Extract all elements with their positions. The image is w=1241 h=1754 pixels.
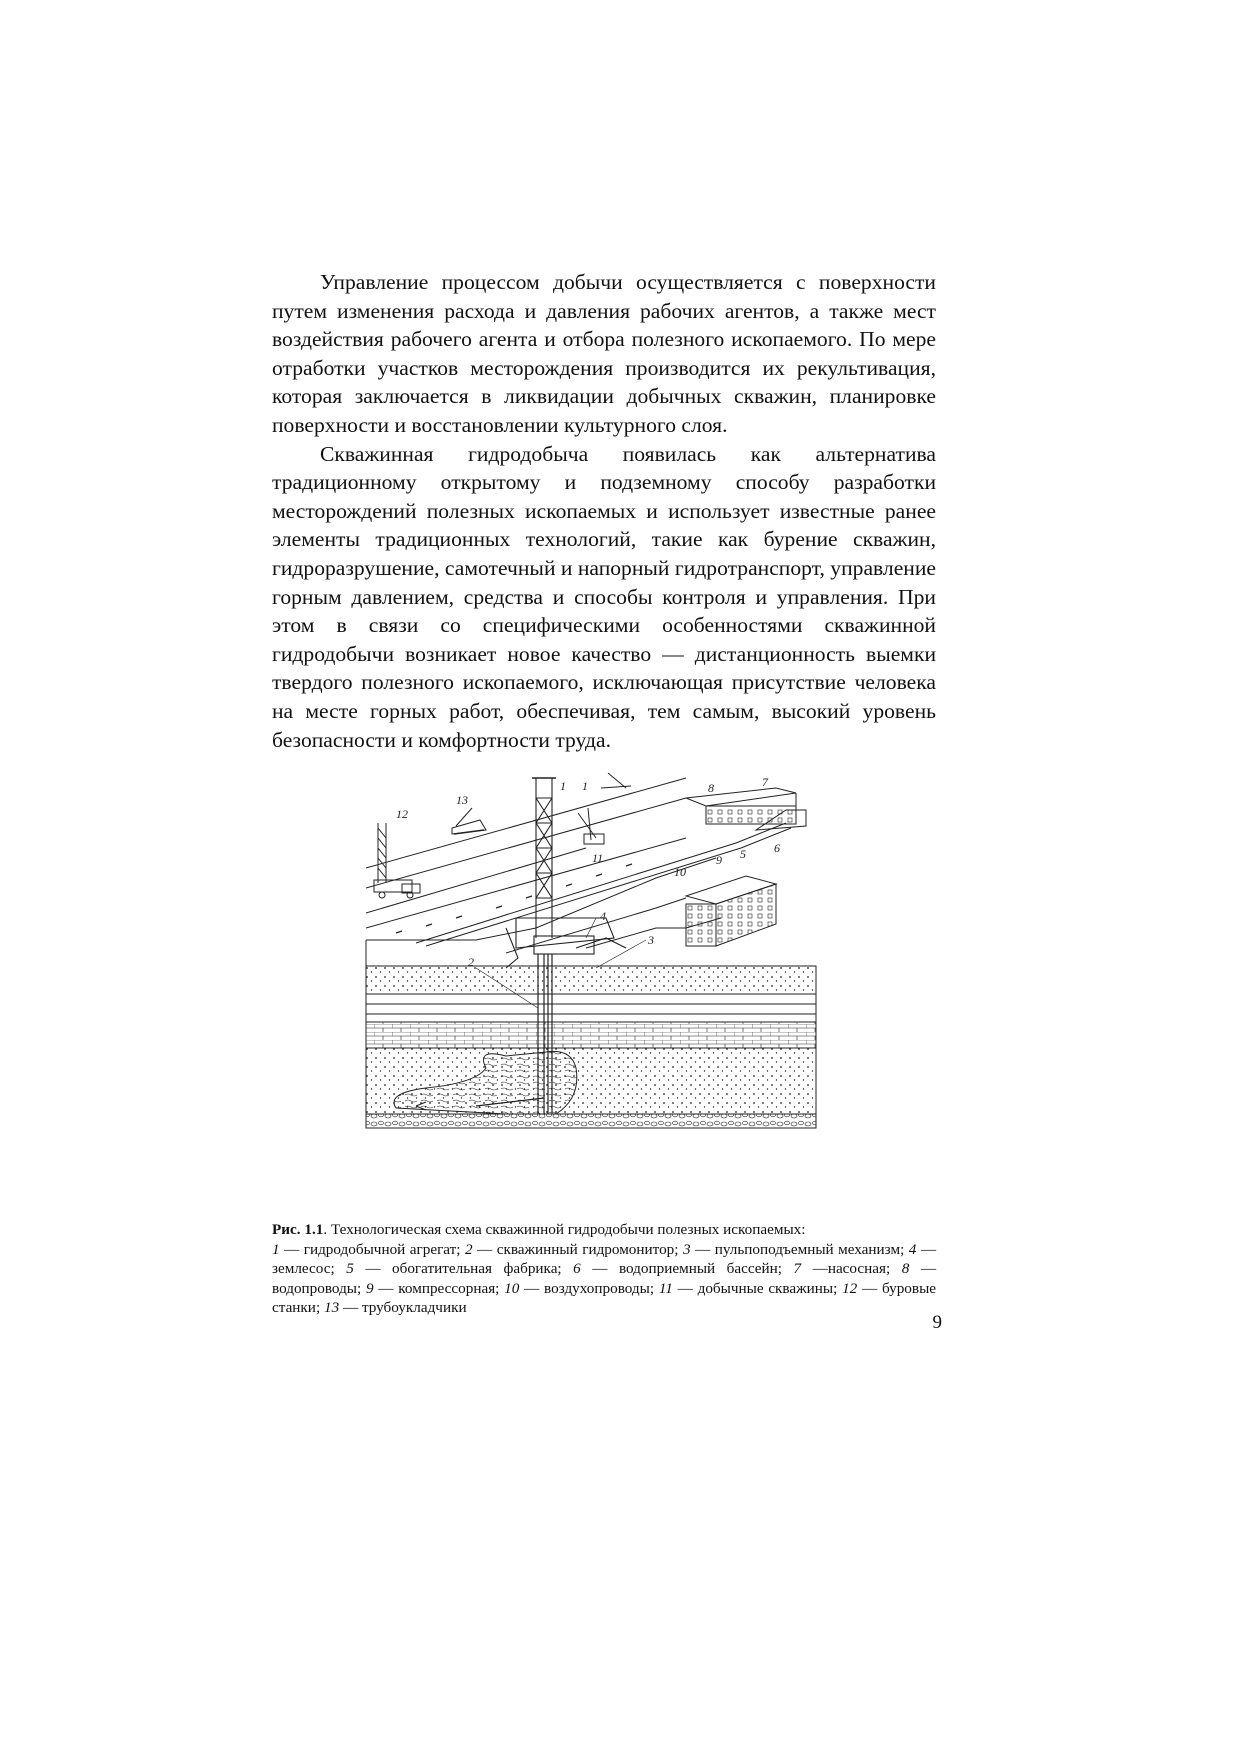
paragraph-2: Скважинная гидродобыча появилась как альтернатива традиционному открытому и подземному способу разработки месторождений полезных ископаемых и использует известные ранее элементы традиционных технологий, такие как бурение скважин, гидроразрушение, самотечный и напорный гидротранспорт, управление горным давлением, средства и способы контроля и управления. При этом в связи со специфическими особенностями скважинной гидродобычи возникает новое качество — дистанционность выемки твердого полезного ископаемого, исключающая присутствие человека на месте горных работ, обеспечивая, тем самым, высокий уровень безопасности и комфортности труда. <box>272 441 936 752</box>
caption-item-text: — воздухопроводы; <box>519 1279 659 1297</box>
caption-item-text: — буровые станки; <box>272 1279 937 1317</box>
caption-item-text: —насосная; <box>801 1260 902 1278</box>
caption-item-num: 6 <box>573 1260 581 1278</box>
caption-item-text: — водоприемный бассейн; <box>580 1260 794 1278</box>
caption-item-text: — обогатительная фабрика; <box>353 1260 574 1278</box>
caption-item-num: 10 <box>504 1279 520 1297</box>
caption-item-text: — компрессорная; <box>373 1279 505 1297</box>
fig-label-1a: 1 <box>560 779 566 793</box>
pipelayer-13 <box>452 808 486 834</box>
caption-item-num: 1 <box>272 1240 280 1258</box>
page-number: 9 <box>932 1312 942 1333</box>
caption-item-text: — водопроводы; <box>272 1260 937 1297</box>
fig-label-9: 9 <box>716 853 722 867</box>
fig-label-5: 5 <box>740 847 746 861</box>
fig-label-10: 10 <box>674 865 686 879</box>
beneficiation-plant-5 <box>686 876 776 946</box>
caption-item-text: — скважинный гидромонитор; <box>472 1240 683 1258</box>
fig-label-12: 12 <box>396 807 408 821</box>
fig-label-6: 6 <box>774 841 780 855</box>
fig-label-8: 8 <box>708 781 714 795</box>
caption-item-num: 12 <box>842 1279 858 1297</box>
figure-caption <box>272 1220 936 1318</box>
caption-item-text: — пульпоподъемный механизм; <box>690 1240 909 1258</box>
fig-label-7: 7 <box>762 775 768 789</box>
paragraph-1: Управление процессом добычи осуществляется с поверхности путем изменения расхода и давления рабочих агентов, а также мест воздействия рабочего агента и отбора полезного ископаемого. По мере отработки участков месторождения производится их рекультивация, которая заключается в ликвидации добычных скважин, планировке поверхности и восстановлении культурного слоя. <box>272 270 936 437</box>
caption-item-text: — трубоукладчики <box>339 1299 467 1317</box>
caption-item-num: 7 <box>793 1260 802 1278</box>
caption-item-num: 11 <box>658 1279 673 1297</box>
drill-rig-12 <box>374 823 420 898</box>
caption-item-text: — добычные скважины; <box>672 1279 843 1297</box>
caption-item-num: 9 <box>366 1279 374 1297</box>
geological-section <box>366 966 816 1128</box>
fig-label-4: 4 <box>600 909 606 923</box>
fig-label-13: 13 <box>456 793 468 807</box>
caption-item-num: 2 <box>464 1240 473 1258</box>
caption-item-num: 5 <box>346 1260 354 1278</box>
scheme-drawing <box>356 768 866 1203</box>
caption-label: Рис. 1.1 <box>272 1221 324 1238</box>
pump-station-7 <box>686 788 806 830</box>
caption-item-num: 13 <box>323 1299 340 1317</box>
fig-label-3: 3 <box>648 933 654 947</box>
fig-label-1b: 1 <box>582 779 588 793</box>
caption-item-text: — гидродобычной агрегат; <box>279 1240 465 1258</box>
figure-technological-scheme <box>356 768 866 1203</box>
fig-label-11: 11 <box>592 851 604 865</box>
fig-label-2: 2 <box>468 955 474 969</box>
caption-title: . Технологическая схема скважинной гидродобычи полезных ископаемых: <box>323 1221 806 1238</box>
derrick-tower-1 <box>506 778 626 968</box>
body-text <box>272 268 936 754</box>
caption-item-num: 8 <box>901 1260 910 1278</box>
caption-item-text: — землесос; <box>272 1240 937 1278</box>
caption-item-num: 4 <box>908 1240 917 1258</box>
caption-item-num: 3 <box>682 1240 691 1258</box>
